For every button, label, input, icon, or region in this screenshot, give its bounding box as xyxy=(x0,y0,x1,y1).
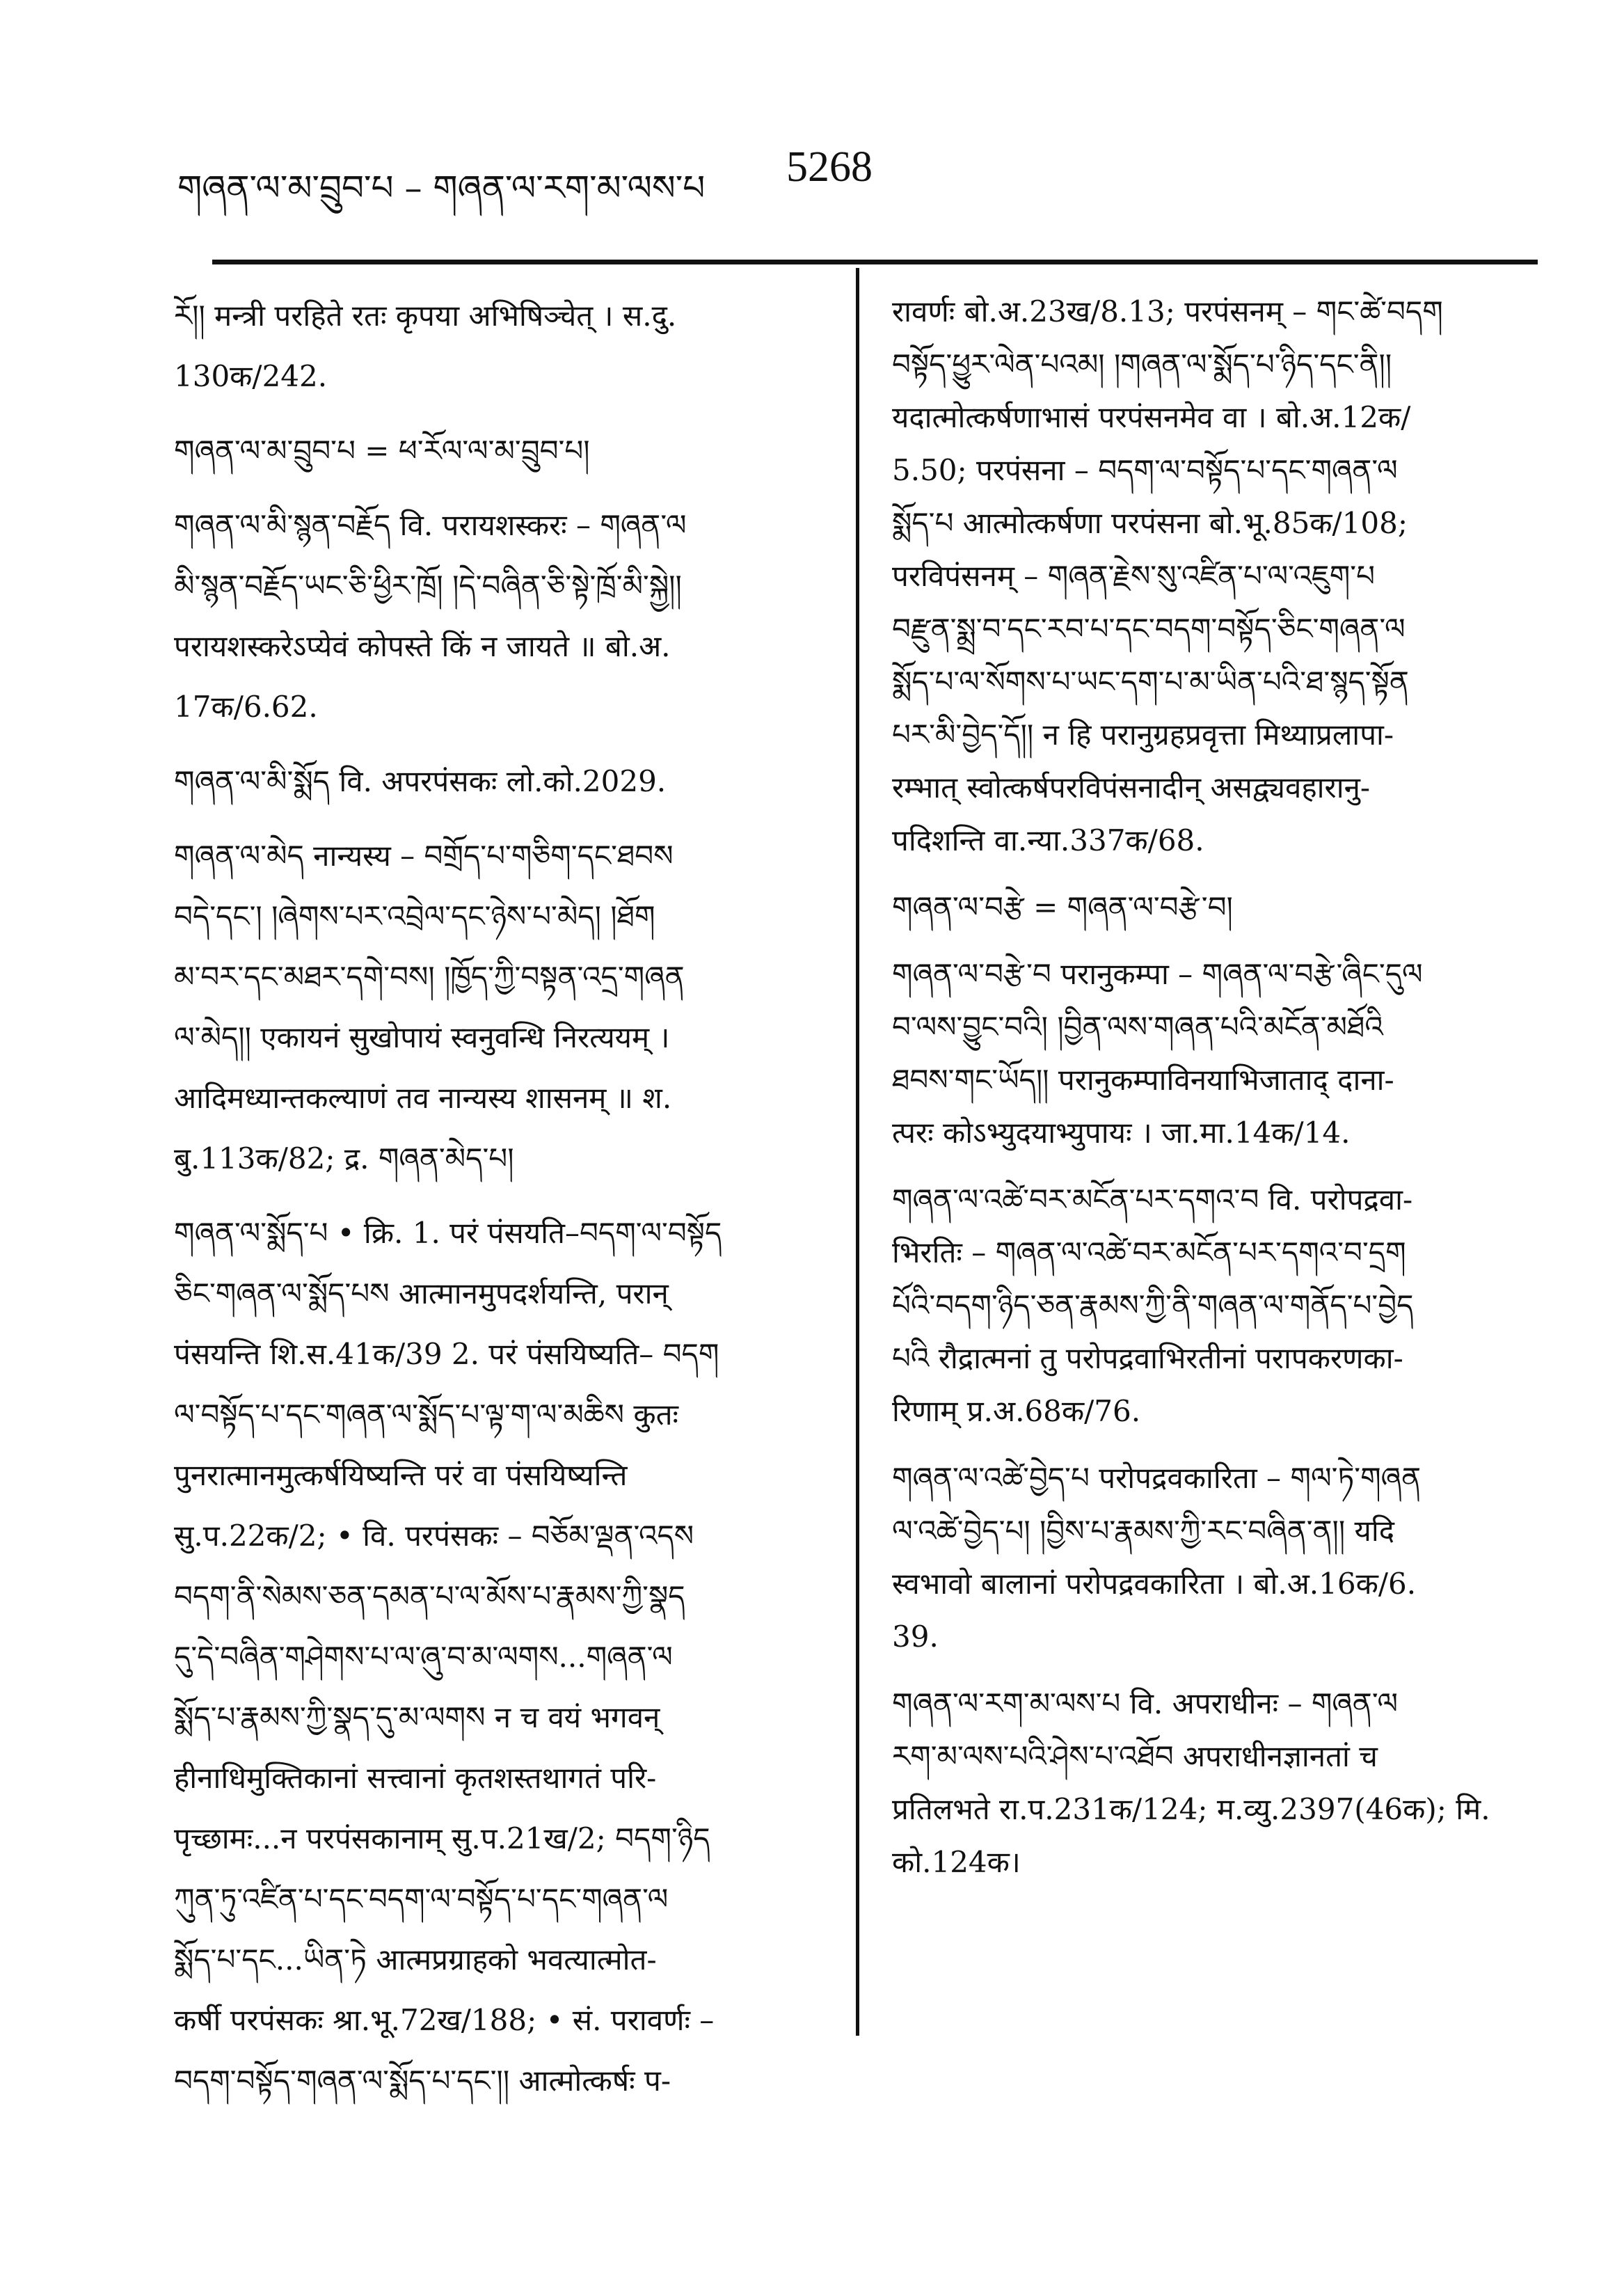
dictionary-entry xyxy=(174,285,828,406)
entry-line: བདེ་དང་། །ཞེགས་པར་འབྲེལ་དང་ཉེས་པ་མེད། །ཐོག xyxy=(174,899,655,933)
entry-line: त्परः कोऽभ्युदयाभ्युपायः । जा.मा.14क/14. xyxy=(892,1116,1351,1150)
entry-line: གཞན་ལ་རག་མ་ལས་པ वि. अपराधीनः – གཞན་ལ xyxy=(892,1686,1399,1720)
entry-line: མི་སྙན་བརྗོད་ཡང་ཅི་ཕྱིར་ཁྲོ། །དེ་བཞིན་ཅི་སྟེ་ཁྲོ་མི་སྐྱེ།། xyxy=(174,569,682,603)
dictionary-entry xyxy=(174,1203,828,2111)
entry-line: रम्भात् स्वोत्कर्षपरविपंसनादीन् असद्व्यवहारानु- xyxy=(892,770,1371,805)
entry-line: सु.प.22क/2; • वि. परपंसकः – བཅོམ་ལྡན་འདས xyxy=(174,1519,694,1553)
entry-line: परविपंसनम् – གཞན་རྗེས་སུ་འཛིན་པ་ལ་འཇུག་པ xyxy=(892,559,1376,593)
header-rule xyxy=(212,260,1538,264)
entry-line: 130क/242. xyxy=(174,359,328,393)
dictionary-entry xyxy=(174,751,828,811)
entry-line: བརྫུན་སྨྲ་བ་དང་རབ་པ་དང་བདག་བསྟོད་ཅིང་གཞན་ལ xyxy=(892,612,1406,646)
entry-line: གཞན་ལ་འཚེ་བར་མངོན་པར་དགའ་བ वि. परोपद्रवा- xyxy=(892,1182,1413,1217)
entry-line: पृच्छामः...न परपंसकानाम् सु.प.21ख/2; བདག་ཉིད xyxy=(174,1821,710,1855)
entry-line: བདག་བསྟོད་གཞན་ལ་སྨོད་པ་དང་།། आत्मोत्कर्षः प- xyxy=(174,2064,671,2098)
entry-line: སྨོད་པ་ལ་སོགས་པ་ཡང་དག་པ་མ་ཡིན་པའི་ཐ་སྙད་སྟོན xyxy=(892,665,1409,699)
dictionary-entry xyxy=(892,285,1546,867)
left-column xyxy=(174,285,828,2111)
entry-line: གཞན་ལ་བརྩེ་བ परानुकम्पा – གཞན་ལ་བརྩེ་ཞིང་དུལ xyxy=(892,957,1423,991)
entry-line: གཞན་ལ་འཚེ་བྱེད་པ परोपद्रवकारिता – གལ་ཏེ་གཞན xyxy=(892,1461,1422,1495)
entry-line: གཞན་ལ་སྨོད་པ • क्रि. 1. परं पंसयति–བདག་ལ་བསྟོད xyxy=(174,1216,722,1250)
entry-line: རག་མ་ལས་པའི་ཤེས་པ་འཐོབ अपराधीनज्ञानतां च xyxy=(892,1739,1378,1773)
entry-line: སྨོད་པ་དང...ཡིན་ཏེ आत्मप्रग्राहको भवत्यात्मोत- xyxy=(174,1942,657,1977)
entry-line: कर्षी परपंसकः श्रा.भू.72ख/188; • सं. परावर्णः – xyxy=(174,2003,715,2037)
right-column xyxy=(892,285,1546,1889)
dictionary-entry xyxy=(174,495,828,737)
entry-line: 39. xyxy=(892,1620,939,1654)
column-divider xyxy=(856,268,859,2036)
entry-line: བདག་ནི་སེམས་ཅན་དམན་པ་ལ་མོས་པ་རྣམས་ཀྱི་སྣད xyxy=(174,1579,685,1613)
dictionary-entry xyxy=(174,825,828,1189)
dictionary-entry xyxy=(174,420,828,481)
entry-line: ལ་མེད།། एकायनं सुखोपायं स्वनुवन्धि निरत्ययम् । xyxy=(174,1020,670,1054)
entry-line: परायशस्करेऽप्येवं कोपस्ते किं न जायते ॥ बो.अ. xyxy=(174,629,671,663)
entry-line: 5.50; परपंसना – བདག་ལ་བསྟོད་པ་དང་གཞན་ལ xyxy=(892,453,1398,487)
entry-line: यदात्मोत्कर्षणाभासं परपंसनमेव वा । बो.अ.12क/ xyxy=(892,400,1411,434)
entry-line: 17क/6.62. xyxy=(174,690,318,724)
entry-line: ལ་འཚེ་བྱེད་པ། །བྱིས་པ་རྣམས་ཀྱི་རང་བཞིན་ན།། यदि xyxy=(892,1514,1395,1548)
entry-line: पदिशन्ति वा.न्या.337क/68. xyxy=(892,823,1204,857)
entry-line: रावर्णः बो.अ.23ख/8.13; परपंसनम् – གང་ཚེ་བདག xyxy=(892,294,1443,328)
entry-line: भिरतिः – གཞན་ལ་འཚེ་བར་མངོན་པར་དགའ་བ་དྲག xyxy=(892,1235,1406,1269)
entry-line: ཀུན་ཏུ་འཛིན་པ་དང་བདག་ལ་བསྟོད་པ་དང་གཞན་ལ xyxy=(174,1882,669,1916)
entry-line: हीनाधिमुक्तिकानां सत्त्वानां कृतशस्तथागतं परि- xyxy=(174,1761,657,1795)
dictionary-entry xyxy=(892,948,1546,1159)
entry-line: प्रतिलभते रा.प.231क/124; म.व्यु.2397(46क); मि. xyxy=(892,1792,1490,1826)
entry-line: पंसयन्ति शि.स.41क/39 2. परं पंसयिष्यति– བདག xyxy=(174,1337,719,1371)
dictionary-entry xyxy=(892,881,1546,934)
entry-line: पुनरात्मानमुत्कर्षयिष्यन्ति परं वा पंसयिष्यन्ति xyxy=(174,1458,628,1492)
entry-line: བ་ལས་བྱུང་བའི། །བྱིན་ལས་གཞན་པའི་མངོན་མཐོའི xyxy=(892,1010,1383,1044)
entry-line: ཐབས་གང་ཡོད།། परानुकम्पाविनयाभिजाताद् दाना- xyxy=(892,1063,1394,1097)
entry-line: स्वभावो बालानां परोपद्रवकारिता । बो.अ.16क/6. xyxy=(892,1567,1417,1601)
running-header-guide-words: གཞན་ལ་མ་བྲུབ་པ – གཞན་ལ་རག་མ་ལས་པ xyxy=(177,168,706,208)
entry-line: གཞན་ལ་མི་སྨོད वि. अपरपंसकः लो.को.2029. xyxy=(174,764,667,798)
entry-line: གཞན་ལ་བརྩེ = གཞན་ལ་བརྩེ་བ། xyxy=(892,890,1233,924)
entry-line: रिणाम् प्र.अ.68क/76. xyxy=(892,1394,1141,1428)
dictionary-entry xyxy=(892,1677,1546,1889)
dictionary-entry xyxy=(892,1173,1546,1438)
entry-line: སྨོད་པ आत्मोत्कर्षणा परपंसना बो.भू.85क/108; xyxy=(892,506,1408,540)
entry-line: པའི रौद्रात्मनां तु परोपद्रवाभिरतीनां परापकरणका- xyxy=(892,1341,1403,1375)
entry-line: ཅིང་གཞན་ལ་སྨོད་པས आत्मानमुपदर्शयन्ति, परान् xyxy=(174,1276,669,1311)
entry-line: དུ་དེ་བཞིན་གཤེགས་པ་ལ་ཞུ་བ་མ་ལགས...གཞན་ལ xyxy=(174,1640,673,1674)
entry-line: སྨོད་པ་རྣམས་ཀྱི་སྣད་དུ་མ་ལགས न च वयं भगवन् xyxy=(174,1700,660,1734)
entry-line: གཞན་ལ་མེད नान्यस्य – བགྲོད་པ་གཅིག་དང་ཐབས xyxy=(174,839,674,873)
entry-line: आदिमध्यान्तकल्याणं तव नान्यस्य शासनम् ॥ श. xyxy=(174,1081,672,1115)
entry-line: མ་བར་དང་མཐར་དགེ་བས། །ཁྱོད་ཀྱི་བསྟན་འདྲ་གཞན xyxy=(174,960,685,994)
entry-line: གཞན་ལ་མ་བྲུབ་པ = ཕ་རོལ་ལ་མ་བྲུབ་པ། xyxy=(174,434,590,468)
entry-line: को.124क। xyxy=(892,1845,1021,1879)
page-number: 5268 xyxy=(786,143,873,191)
entry-line: ལ་བསྟོད་པ་དང་གཞན་ལ་སྨོད་པ་ལྟ་ག་ལ་མཆིས कुतः xyxy=(174,1398,679,1432)
entry-line: པར་མི་བྱེད་དོ།། न हि परानुग्रहप्रवृत्ता मिथ्याप्रलापा- xyxy=(892,718,1394,752)
entry-line: རོ།། मन्त्री परहिते रतः कृपया अभिषिञ्चेत् । स.दु. xyxy=(174,299,677,333)
dictionary-entry xyxy=(892,1452,1546,1663)
entry-line: བསྟོད་ཕྱུར་ལེན་པའམ། །གཞན་ལ་སྨོད་པ་ཉིད་དང་ནི།། xyxy=(892,347,1392,381)
entry-line: པོའི་བདག་ཉིད་ཅན་རྣམས་ཀྱི་ནི་གཞན་ལ་གནོད་པ་བྱེད xyxy=(892,1288,1414,1322)
entry-line: बु.113क/82; द्र. གཞན་མེད་པ། xyxy=(174,1141,514,1175)
entry-line: གཞན་ལ་མི་སྙན་བརྗོད वि. परायशस्करः – གཞན་ལ xyxy=(174,508,687,542)
